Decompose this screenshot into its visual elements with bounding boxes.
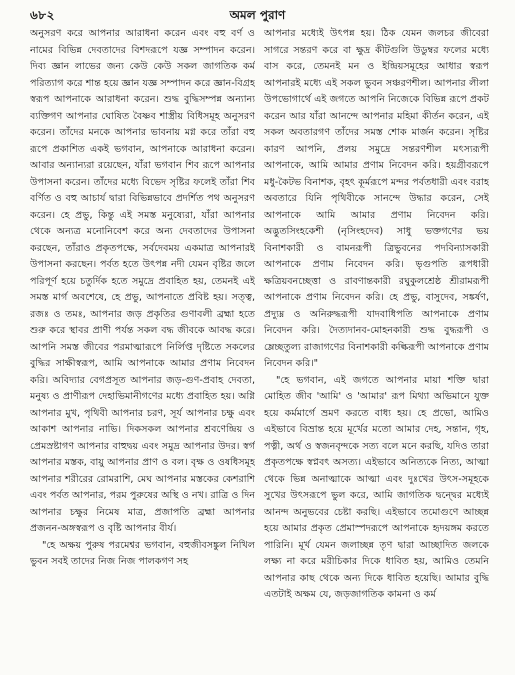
left-column	[30, 26, 255, 672]
paragraph: "হে অক্ষয় পুরুষ পরমেশ্বর ভগবান, বহুজীবসঙ্কুল নিখিল ভুবন সবই তাদের নিজ নিজ পালকগণ সহ	[30, 539, 255, 567]
page-header	[0, 4, 515, 26]
paragraph: অনুসরণ করে আপনার আরাধনা করেন এবং বহু বর্ণ ও নামের বিভিন্ন দেবতাদের বিশদরূপে যজ্ঞ সম্পাদন করেন। দিব্য জ্ঞান লাভের জন্য কেউ কেউ সকল জাগতিক কর্ম পরিত্যাগ করে শান্ত হয়ে জ্ঞান যজ্ঞ সম্পাদন করে জ্ঞান-বিগ্রহ স্বরূপ আপনাকে আরাধনা করেন। শুদ্ধ বুদ্ধিসম্পন্ন অন্যান্য ব্যক্তিগণ আপনার ঘোষিত বৈষ্ণব শাস্ত্রীয় বিধিসমূহ অনুসরণ করেন। তাঁদের মনকে আপনার ভাবনায় মগ্ন করে তাঁরা বহু রূপে প্রকাশিত একই ভগবান, আপনাকে আরাধনা করেন। আবার অন্যান্যরা রয়েছেন, যাঁরা ভগবান শিব রূপে আপনার উপাসনা করেন। তাঁদের মধ্যে বিভেদ সৃষ্টির ফলেই তাঁরা শিব বর্ণিত ও বহু আচার্য দ্বারা বিভিন্নভাবে প্রদর্শিত পথ অনুসরণ করেন। হে প্রভু, কিন্তু এই সমস্ত মনুষ্যেরা, যাঁরা আপনার থেকে অন্যত্র মনোনিবেশ করে অন্য দেবতাদের উপাসনা করছেন, তাঁরাও প্রকৃতপক্ষে, সর্বদেবময় একমাত্র আপনারই উপাসনা করছেন। পর্বত হতে উৎপন্ন নদী যেমন বৃষ্টির জলে পরিপূর্ণ হয়ে চতুর্দিক হতে সমুদ্রে প্রবাহিত হয়, তেমনই এই সমস্ত মার্গ অবশেষে, হে প্রভু, আপনাতে প্রবিষ্ট হয়। সত্ত্ব, রজঃ ও তমঃ, আপনার জড় প্রকৃতির গুণাবলী ব্রহ্মা হতে শুরু করে স্থাবর প্রাণী পর্যন্ত সকল বদ্ধ জীবকে আবদ্ধ করে। আপনি সমস্ত জীবের পরমাত্মারূপে নির্লিপ্ত দৃষ্টিতে সকলের বুদ্ধির সাক্ষীস্বরূপ, আমি আপনাকে আমার প্রণাম নিবেদন করি। অবিদ্যার বেগপ্রসূত আপনার জড়-গুণ-প্রবাহ দেবতা, মনুষ্য ও প্রাণীরূপ দেহাভিমানীগণের মধ্যে প্রবাহিত হয়। অগ্নি আপনার মুখ, পৃথিবী আপনার চরণ, সূর্য আপনার চক্ষু এবং আকাশ আপনার নাভি। দিকসকল আপনার শ্রবণেন্দ্রিয় ও প্রেমস্রষ্টাগণ আপনার বাহুদ্বয় এবং সমুদ্র আপনার উদর। স্বর্গ আপনার মস্তক, বায়ু আপনার প্রাণ ও বল। বৃক্ষ ও ওষধিসমূহ আপনার শরীরের রোমরাশি, মেঘ আপনার মস্তকের কেশরাশি এবং পর্বত আপনার, পরম পুরুষের অস্থি ও নখ। রাত্রি ও দিন আপনার চক্ষুর নিমেষ মাত্র, প্রজাপতি ব্রহ্মা আপনার প্রজনন-অঙ্গস্বরূপ ও বৃষ্টি আপনার বীর্য।	[30, 28, 255, 534]
paragraph: "হে ভগবান, এই জগতে আপনার মায়া শক্তি দ্বারা মোহিত জীব 'আমি' ও 'আমার' রূপ মিথ্যা অভিমানে যুক্ত হয়ে কর্মমার্গে ভ্রমণ করতে বাধ্য হয়। হে প্রভো, আমিও এইভাবে বিভ্রান্ত হয়ে মূর্খের মতো আমার দেহ, সন্তান, গৃহ, পত্নী, অর্থ ও স্বজনবৃন্দকে সত্য বলে মনে করছি, যদিও তারা প্রকৃতপক্ষে স্বপ্নবৎ অসত্য। এইভাবে অনিত্যকে নিত্য, আত্মা থেকে ভিন্ন অনাত্মাকে আত্মা এবং দুঃখের উৎস-সমূহকে সুখের উৎসরূপে ভুল করে, আমি জাগতিক দ্বন্দ্বের মধ্যেই আনন্দ অনুভবের চেষ্টা করছি। এইভাবে তমোগুণে আচ্ছন্ন হয়ে আমার প্রকৃত প্রেমাস্পদরূপে আপনাকে হৃদয়ঙ্গম করতে পারিনি। মূর্খ যেমন জলাচ্ছন্ন তৃণ দ্বারা আচ্ছাদিত জলকে লক্ষ্য না করে মরীচিকার দিকে ধাবিত হয়, আমিও তেমনি আপনার কাছ থেকে অন্য দিকে ধাবিত হয়েছি। আমার বুদ্ধি এতটাই অক্ষম যে, জড়জাগতিক কামনা ও কর্ম	[264, 374, 489, 600]
paragraph: আপনার মধ্যেই উৎপন্ন হয়। ঠিক যেমন জলচর জীবেরা সাগরে সন্তরণ করে বা ক্ষুদ্র কীটগুলি উডুম্বর ফলের মধ্যে বাস করে, তেমনই মন ও ইন্দ্রিয়সমূহের আধার স্বরূপ আপনারই মধ্যে এই সকল ভুবন সঞ্চরণশীল। আপনার লীলা উপভোগার্থে এই জগতে আপনি নিজেকে বিভিন্ন রূপে প্রকট করেন আর যাঁরা আনন্দে আপনার মহিমা কীর্তন করেন, এই সকল অবতারগণ তাঁদের সমস্ত শোক মার্জন করেন। সৃষ্টির কারণ আপনি, প্রলয় সমুদ্রে সন্তরণশীল মৎস্যরূপী আপনাকে, আমি আমার প্রণাম নিবেদন করি। হয়গ্রীবরূপে মধু-কৈটভ বিনাশক, বৃহৎ কূর্মরূপে মন্দর পর্বতধারী এবং বরাহ অবতারে যিনি পৃথিবীকে সানন্দে উদ্ধার করেন, সেই আপনাকে আমি আমার প্রণাম নিবেদন করি। অদ্ভুতসিংহকেশী (নৃসিংহদেব) সাধু ভক্তগণের ভয় বিনাশকারী ও বামনরূপী ত্রিভুবনের পদবিন্যাসকারী আপনাকে প্রণাম নিবেদন করি। ভৃগুপতি রূপধারী ক্ষত্রিয়বনচ্ছেত্তা ও রাবণান্তকারী রঘুকুলশ্রেষ্ঠ শ্রীরামরূপী আপনাকে প্রণাম নিবেদন করি। হে প্রভু, বাসুদেব, সঙ্কর্ষণ, প্রদ্যুম্ন ও অনিরুদ্ধরূপী যাদবাধিপতি আপনাকে প্রণাম নিবেদন করি। দৈত্যদানব-মোহনকারী শুদ্ধ বুদ্ধরূপী ও ম্লেচ্ছতুল্য রাজাগণের বিনাশকারী কল্কিরূপী আপনাকে প্রণাম নিবেদন করি।"	[264, 28, 489, 369]
right-column	[264, 26, 489, 672]
running-title: অমল পুরাণ	[229, 8, 286, 22]
page-number: ৬৮২	[30, 8, 55, 22]
